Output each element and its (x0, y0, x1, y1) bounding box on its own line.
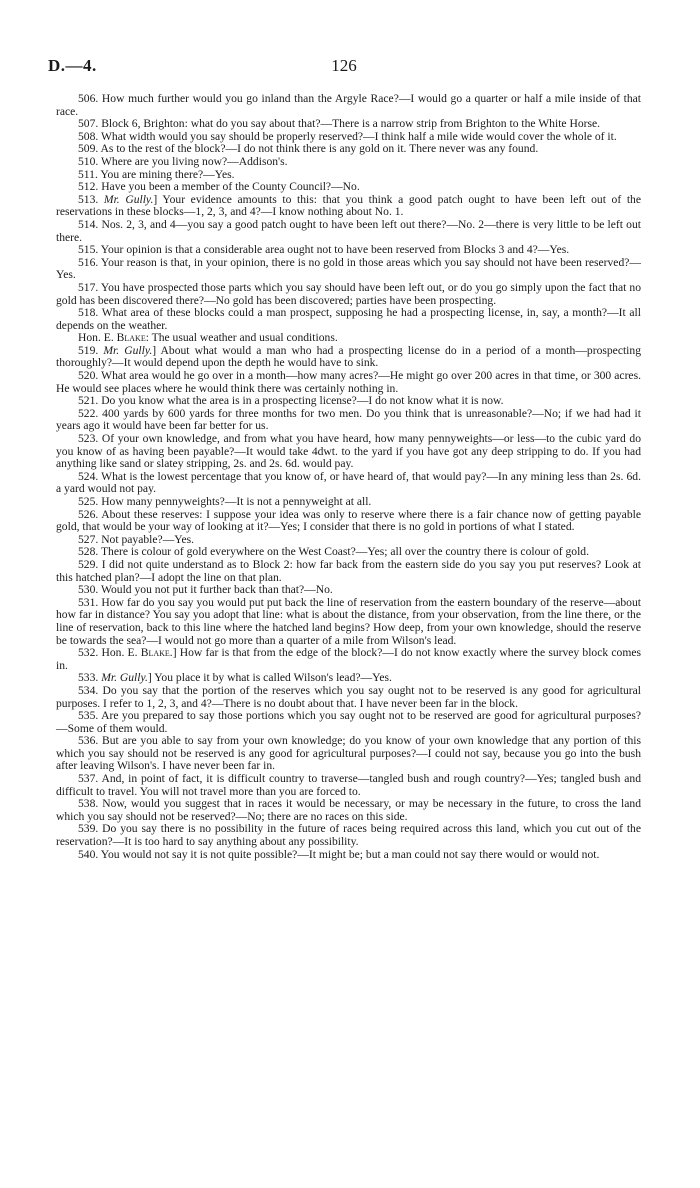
paragraph (56, 597, 641, 647)
paragraph-text: 518. What area of these blocks could a man prospect, supposing he had a prospecting license, in, say, a month?—It all depends on the weather. (56, 306, 641, 332)
speaker-name: Mr. Gully. (103, 343, 153, 357)
paragraph-text: 529. I did not quite understand as to Block 2: how far back from the eastern side do you say you put reserves? Look at this hatched plan?—I adopt the line on that plan. (56, 557, 641, 584)
paragraph (56, 471, 641, 496)
paragraph-text: ] You place it by what is called Wilson's lead?—Yes. (147, 671, 392, 685)
paragraph-text: 513. (78, 192, 104, 206)
speaker-name: Blake (116, 331, 146, 345)
paragraph (56, 849, 641, 862)
paragraph-text: .] How far is that from the edge of the block?—I do not know exactly where the survey block comes in. (56, 646, 641, 672)
paragraph-text: 536. But are you able to say from your own knowledge; do you know of your own knowledge that any portion of this which you say should not be reserved is any good for agricultural purposes?—I could not say, because you go into the bush after leaving Wilson's. I have never been far in. (56, 734, 641, 773)
paragraph (56, 735, 641, 773)
paragraph (56, 773, 641, 798)
paragraph-text: 516. Your reason is that, in your opinion, there is no gold in those areas which you say should not have been reserved?—Yes. (56, 255, 641, 282)
paragraph (56, 93, 641, 118)
paragraph-text: 512. Have you been a member of the County Council?—No. (78, 180, 360, 194)
paragraph-text: 521. Do you know what the area is in a prospecting license?—I do not know what it is now. (78, 394, 504, 408)
paragraph-text: 531. How far do you say you would put put back the line of reservation from the eastern boundary of the reserve—about how far in distance? You say you adopt that line: what is about the distance, from your observation, from the line there, or the line of reservation, back to this line where the hatched land begins? How deep, from your own knowledge, should the reserve be towards the sea?—I would not go more than a quarter of a mile from Wilson's lead. (56, 595, 641, 647)
paragraph (56, 408, 641, 433)
paragraph-text: 515. Your opinion is that a considerable area ought not to have been reserved from Blocks 3 and 4?—Yes. (78, 243, 570, 257)
paragraph-text: : The usual weather and usual conditions. (145, 331, 338, 345)
paragraph-text: 537. And, in point of fact, it is difficult country to traverse—tangled bush and rough country?—Yes; tangled bush and difficult to travel. You will not travel more than you are forced to. (56, 772, 641, 798)
paragraph-text: 524. What is the lowest percentage that you know of, or have heard of, that would pay?—In any mining less than 2s. 6d. a yard would not pay. (56, 469, 641, 496)
paragraph (56, 798, 641, 823)
paragraph (56, 433, 641, 471)
paragraph-text: 527. Not payable?—Yes. (78, 532, 195, 546)
paragraph-text: 517. You have prospected those parts which you say should have been left out, or do you go simply upon the fact that no gold has been discovered there?—No gold has been discovered; parties have been prospecting. (56, 280, 641, 307)
paragraph (56, 823, 641, 848)
paragraph (56, 257, 641, 282)
page-header (48, 56, 640, 78)
speaker-name: Mr. Gully. (103, 192, 154, 206)
paragraph-text: 532. Hon. E. (78, 646, 141, 660)
paragraph-text: 520. What area would he go over in a month—how many acres?—He might go over 200 acres in that time, or 300 acres. He would see places where he would think there was certainly nothing in. (56, 369, 641, 395)
paragraph-text: 507. Block 6, Brighton: what do you say about that?—There is a narrow strip from Brighton to the White Horse. (78, 117, 601, 131)
paragraph (56, 345, 641, 370)
paragraph-text: 539. Do you say there is no possibility in the future of races being required across this land, which you cut out of the reservation?—It is too hard to say anything about any possibility. (56, 822, 641, 849)
paragraph (56, 647, 641, 672)
speaker-name: Mr. Gully. (101, 671, 148, 685)
paragraph (56, 219, 641, 244)
paragraph-text: 526. About these reserves: I suppose your idea was only to reserve where there is a fair chance now of getting payable gold, that would be your way of looking at it?—Yes; I consider that there is no gold in portions of what I stated. (56, 507, 641, 534)
paragraph-text: 530. Would you not put it further back than that?—No. (78, 583, 333, 597)
paragraph-text: 519. (78, 343, 104, 357)
paragraph-text: 508. What width would you say should be properly reserved?—I think half a mile wide would cover the whole of it. (78, 129, 617, 143)
paragraph-text: 510. Where are you living now?—Addison's. (78, 154, 288, 168)
paragraph-text: 509. As to the rest of the block?—I do not think there is any gold on it. There never was any found. (78, 142, 539, 156)
paragraph (56, 559, 641, 584)
paragraph-text: 522. 400 yards by 600 yards for three months for two men. Do you think that is unreasonable?—No; if we had had it years ago it would have been far better for us. (56, 406, 641, 433)
paragraph-text: 535. Are you prepared to say those portions which you say ought not to be reserved are good for agricultural purposes?—Some of them would. (56, 709, 641, 735)
paragraph-text: ] About what would a man who had a prospecting license do in a period of a month—prospecting thoroughly?—It would depend upon the depth he would have to sink. (56, 343, 642, 370)
paragraph (56, 509, 641, 534)
paragraph (56, 370, 641, 395)
paragraph-text: 534. Do you say that the portion of the reserves which you say ought not to be reserved is any good for agricultural purposes. I refer to 1, 2, 3, and 4?—There is no doubt about that. I have never been far in the block. (56, 683, 641, 710)
paragraph-text: 538. Now, would you suggest that in races it would be necessary, or may be necessary in the future, to cross the land which you say should not be reserved?—No; there are no races on this side. (56, 797, 641, 823)
paragraph (56, 685, 641, 710)
paragraph-text: 523. Of your own knowledge, and from what you have heard, how many pennyweights—or less—to the cubic yard do you know of as having been payable?—It would take 4dwt. to the yard if you have got any deep stripping to do. If you had anything like sand or slatey stripping, 2s. and 2s. 6d. would pay. (56, 432, 641, 471)
paragraph-text: 525. How many pennyweights?—It is not a pennyweight at all. (78, 495, 372, 508)
paragraph-text: 540. You would not say it is not quite possible?—It might be; but a man could not say there would or would not. (78, 847, 600, 861)
paragraph-text: 514. Nos. 2, 3, and 4—you say a good patch ought to have been left out there?—No. 2—there is very little to be left out there. (56, 217, 641, 244)
paragraph-text: 528. There is colour of gold everywhere on the West Coast?—Yes; all over the country there is colour of gold. (78, 545, 590, 559)
paragraph-text: 511. You are mining there?—Yes. (78, 167, 235, 181)
paragraph-text: 506. How much further would you go inland than the Argyle Race?—I would go a quarter or half a mile inside of that race. (56, 92, 641, 118)
document-body (56, 93, 641, 861)
paragraph (56, 710, 641, 735)
paragraph (56, 282, 641, 307)
document-reference: D.—4. (48, 56, 97, 75)
paragraph-text: ] Your evidence amounts to this: that you think a good patch ought to have been left out of the reservations in these blocks—1, 2, 3, and 4?—I know nothing about No. 1. (56, 192, 641, 219)
paragraph-text: 533. (78, 671, 102, 685)
paragraph (56, 307, 641, 332)
speaker-name: Blake (140, 646, 170, 660)
page-number: 126 (331, 56, 357, 75)
paragraph (56, 194, 641, 219)
paragraph-text: Hon. E. (78, 331, 117, 345)
